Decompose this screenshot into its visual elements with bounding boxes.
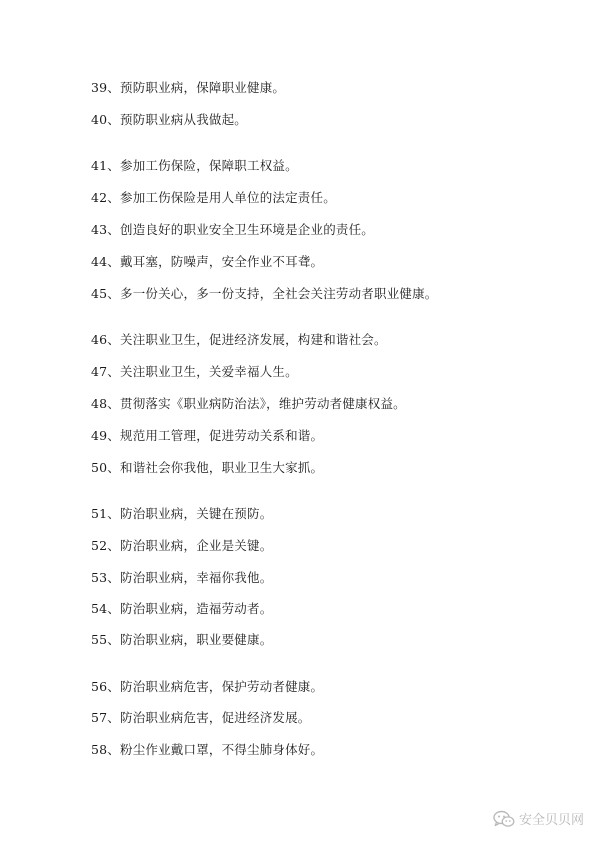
slogan-line: 41、参加工伤保险，保障职工权益。 [91,158,298,173]
slogan-line: 48、贯彻落实《职业病防治法》，维护劳动者健康权益。 [91,396,406,411]
slogan-line: 52、防治职业病，企业是关键。 [91,538,273,553]
watermark-text: 安全贝贝网 [518,813,584,828]
slogan-line: 39、预防职业病，保障职业健康。 [91,80,286,95]
slogan-line: 47、关注职业卫生，关爱幸福人生。 [91,364,298,379]
slogan-line: 49、规范用工管理，促进劳动关系和谐。 [91,428,324,443]
slogan-line: 54、防治职业病，造福劳动者。 [91,601,273,616]
slogan-line: 56、防治职业病危害，保护劳动者健康。 [91,679,324,694]
slogan-line: 55、防治职业病，职业要健康。 [91,632,273,647]
slogan-line: 43、创造良好的职业安全卫生环境是企业的责任。 [91,222,375,237]
slogan-line: 45、多一份关心，多一份支持，全社会关注劳动者职业健康。 [91,286,438,301]
slogan-line: 57、防治职业病危害，促进经济发展。 [91,710,311,725]
slogan-line: 50、和谐社会你我他，职业卫生大家抓。 [91,460,324,475]
slogan-line: 46、关注职业卫生，促进经济发展，构建和谐社会。 [91,332,387,347]
slogan-line: 42、参加工伤保险是用人单位的法定责任。 [91,190,336,205]
slogan-line: 53、防治职业病，幸福你我他。 [91,570,273,585]
slogan-line: 40、预防职业病从我做起。 [91,112,248,127]
watermark [493,809,584,828]
slogan-line: 44、戴耳塞，防噪声，安全作业不耳聋。 [91,254,324,269]
slogan-line: 58、粉尘作业戴口罩，不得尘肺身体好。 [91,742,324,757]
slogan-line: 51、防治职业病，关键在预防。 [91,506,273,521]
wechat-icon [493,810,515,828]
